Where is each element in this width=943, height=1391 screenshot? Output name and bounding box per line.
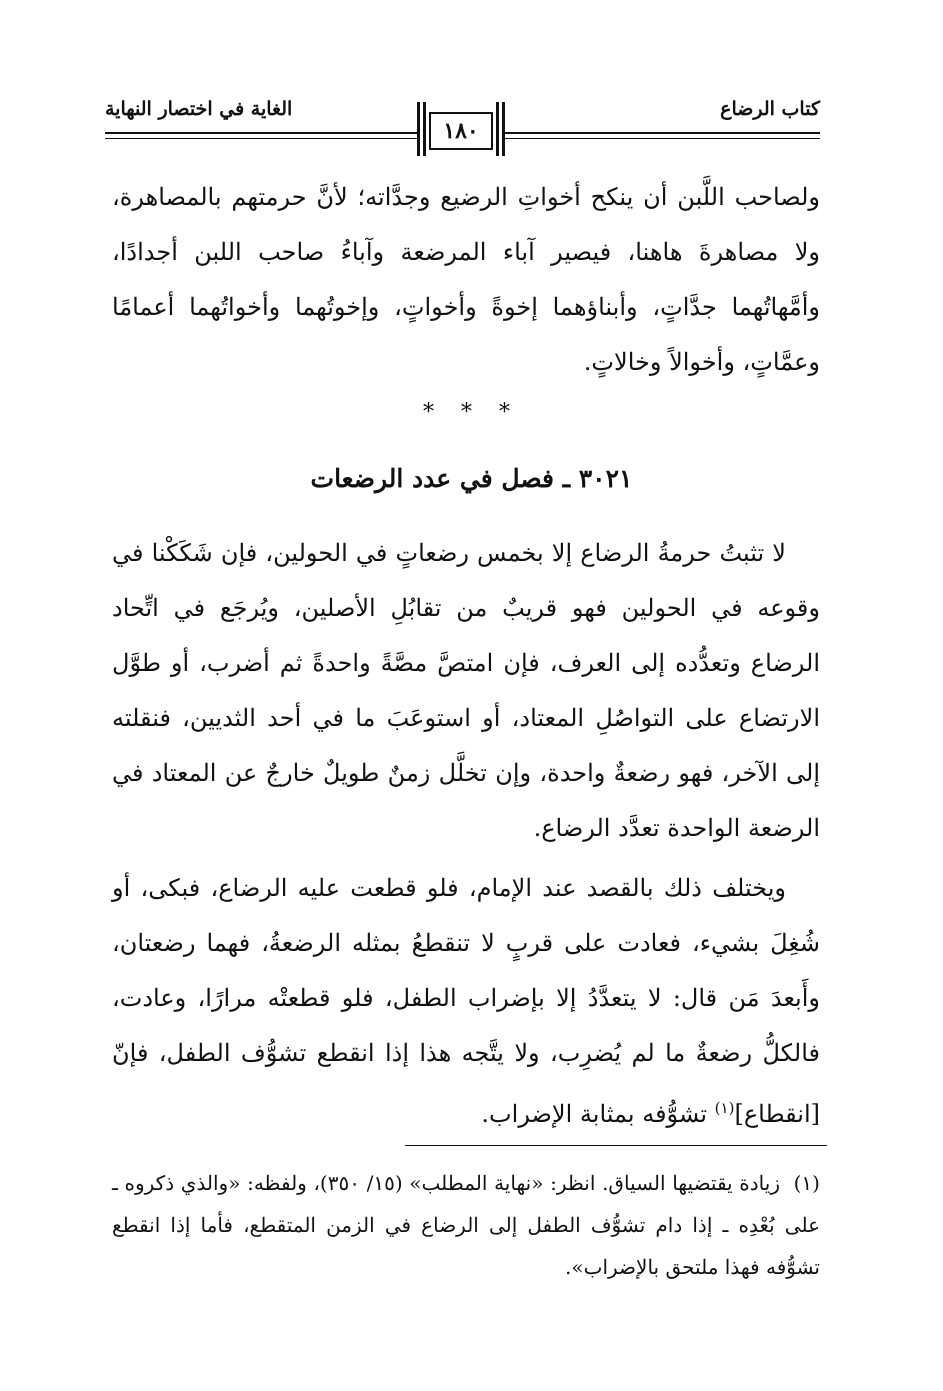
paragraph-3-text: ويختلف ذلك بالقصد عند الإمام، فلو قطعت عليه الرضاع، فبكى، أو شُغِلَ بشيء، فعادت على قربٍ لا تنقطعُ بمثله الرضعةُ، فهما رضعتان، وأَبعدَ مَن قال: لا يتعدَّدُ إلا بإضراب الطفل، فلو قطعتْه مرارًا، وعادت، فالكلُّ رضعةٌ ما لم يُضرِب، ولا يتَّجه هذا إذا انقطع تشوُّف الطفل، فإنّ [انقطاع]	[112, 874, 820, 1128]
footnote-marker: (١)	[793, 1171, 820, 1195]
running-header	[105, 92, 820, 162]
section-number: ٣٠٢١	[578, 464, 633, 493]
asterism-separator: * * *	[423, 400, 520, 425]
book-title: الغاية في اختصار النهاية	[105, 98, 293, 120]
section-heading	[0, 464, 943, 493]
paragraph-2: لا تثبتُ حرمةُ الرضاع إلا بخمس رضعاتٍ في الحولين، فإن شَكَكْنا في وقوعه في الحولين فهو قريبٌ من تقابُلِ الأصلين، ويُرجَع في اتِّحاد الرضاع وتعدُّده إلى العرف، فإن امتصَّ مصَّةً واحدةً ثم أضرب، أو طوَّل الارتضاع على التواصُلِ المعتاد، أو استوعَبَ ما في أحد الثديين، فنقلته إلى الآخر، فهو رضعةٌ واحدة، وإن تخلَّل زمنٌ طويلٌ خارجٌ عن المعتاد في الرضعة الواحدة تعدَّد الرضاع.	[112, 539, 821, 842]
paragraph-1: ولصاحب اللَّبن أن ينكح أخواتِ الرضيع وجدَّاته؛ لأنَّ حرمتهم بالمصاهرة، ولا مصاهرةَ هاهنا، فيصير آباء المرضعة وآباءُ صاحب اللبن أجدادًا، وأمَّهاتُهما جدَّاتٍ، وأبناؤهما إخوةً وأخواتٍ، وإخوتُهما وأخواتُهما أعمامًا وعمَّاتٍ، وأخوالاً وخالاتٍ.	[112, 183, 820, 376]
footnote-reference: (١)	[714, 1099, 735, 1117]
footnote-text: زيادة يقتضيها السياق. انظر: «نهاية المطلب» (١٥/ ٣٥٠)، ولفظه: «والذي ذكروه ـ على بُعْدِه ـ إذا دام تشوُّف الطفل إلى الرضاع في الزمن المتقطع، فأما إذا انقطع تشوُّفه فهذا ملتحق بالإضراب».	[112, 1171, 820, 1279]
section-dash: ـ	[562, 464, 571, 493]
chapter-title: كتاب الرضاع	[720, 98, 820, 120]
page-number: ١٨٠	[429, 112, 493, 150]
footnote-rule	[405, 1145, 827, 1146]
section-title: فصل في عدد الرضعات	[310, 464, 554, 493]
page-number-frame	[417, 102, 505, 156]
paragraph-3-tail: تشوُّفه بمثابة الإضراب.	[481, 1100, 715, 1128]
paragraph-3	[112, 861, 820, 1142]
footnote	[112, 1162, 820, 1288]
